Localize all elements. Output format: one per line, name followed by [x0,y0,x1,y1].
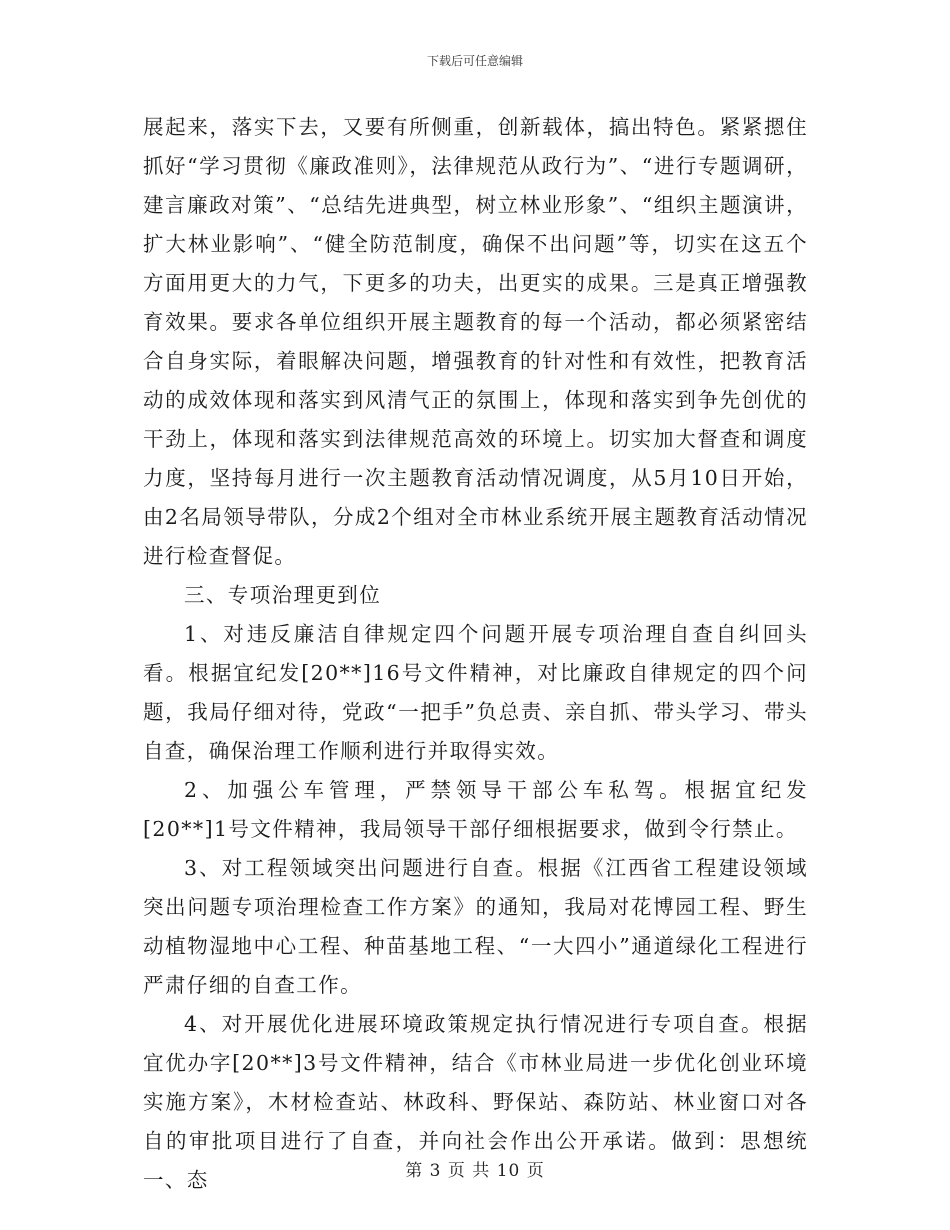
paragraph-item-2: 2、加强公车管理，严禁领导干部公车私驾。根据宜纪发[20**]1号文件精神，我局领导干部仔细根据要求，做到令行禁止。 [143,778,808,841]
paragraph-item-3: 3、对工程领域突出问题进行自查。根据《江西省工程建设领域突出问题专项治理检查工作方案》的通知，我局对花博园工程、野生动植物湿地中心工程、种苗基地工程、“一大四小”通道绿化工程进行严肃仔细的自查工作。 [143,856,808,997]
document-body [143,108,808,1200]
section-heading: 三、专项治理更到位 [184,583,382,607]
page-header-note: 下载后可任意编辑 [426,54,523,68]
paragraph-continuation: 展起来，落实下去，又要有所侧重，创新载体，搞出特色。紧紧摁住抓好“学习贯彻《廉政准则》，法律规范从政行为”、“进行专题调研，建言廉政对策”、“总结先进典型，树立林业形象”、“组织主题演讲，扩大林业影响”、“健全防范制度，确保不出问题”等，切实在这五个方面用更大的力气，下更多的功夫，出更实的成果。三是真正增强教育效果。要求各单位组织开展主题教育的每一个活动，都必须紧密结合自身实际，着眼解决问题，增强教育的针对性和有效性，把教育活动的成效体现和落实到风清气正的氛围上，体现和落实到争先创优的干劲上，体现和落实到法律规范高效的环境上。切实加大督查和调度力度，坚持每月进行一次主题教育活动情况调度，从5月10日开始，由2名局领导带队，分成2个组对全市林业系统开展主题教育活动情况进行检查督促。 [143,115,808,568]
page-number-footer: 第 3 页 共 10 页 [405,1161,545,1181]
paragraph-item-1: 1、对违反廉洁自律规定四个问题开展专项治理自查自纠回头看。根据宜纪发[20**]16号文件精神，对比廉政自律规定的四个问题，我局仔细对待，党政“一把手”负总责、亲自抓、带头学习、带头自查，确保治理工作顺利进行并取得实效。 [143,622,808,763]
paragraph-item-4: 4、对开展优化进展环境政策规定执行情况进行专项自查。根据宜优办字[20**]3号文件精神，结合《市林业局进一步优化创业环境实施方案》，木材检查站、林政科、野保站、森防站、林业窗口对各自的审批项目进行了自查，并向社会作出公开承诺。做到：思想统一、态 [143,1012,808,1192]
